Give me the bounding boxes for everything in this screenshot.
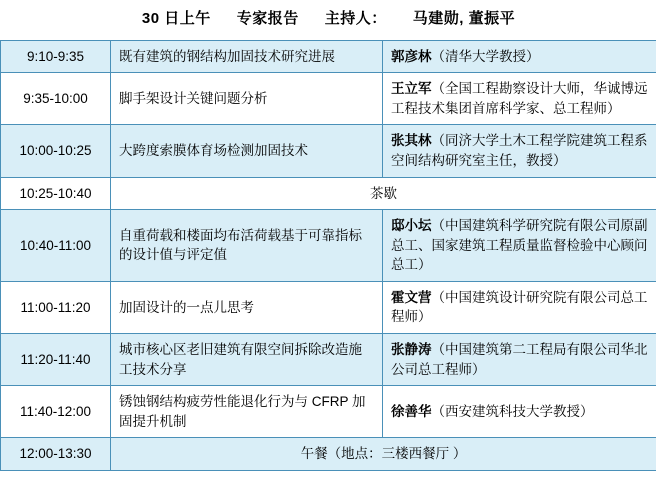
header-date-session: 30 日上午: [141, 10, 211, 27]
row-topic: 城市核心区老旧建筑有限空间拆除改造施工技术分享: [111, 333, 383, 385]
table-row: [1, 40, 656, 73]
speaker-name: 张其林: [391, 133, 432, 149]
speaker-desc: （西安建筑科技大学教授）: [431, 403, 594, 419]
speaker-desc: （中国建筑设计研究院有限公司总工程师）: [391, 289, 648, 325]
row-time: 11:40-12:00: [1, 386, 111, 438]
row-topic: 自重荷载和楼面均布活荷载基于可靠指标的设计值与评定值: [111, 210, 383, 282]
row-topic: 加固设计的一点儿思考: [111, 281, 383, 333]
row-speaker: [383, 333, 656, 385]
table-row: [1, 73, 656, 125]
row-full-text: 茶歇: [111, 177, 656, 210]
header-hosts: 马建勋, 董振平: [412, 10, 516, 27]
row-time: 9:10-9:35: [1, 40, 111, 73]
speaker-desc: （中国建筑第二工程局有限公司华北公司总工程师）: [391, 341, 648, 377]
agenda-header-cell: [1, 0, 656, 40]
row-speaker: [383, 73, 656, 125]
row-topic: 大跨度索膜体育场检测加固技术: [111, 125, 383, 177]
row-time: 12:00-13:30: [1, 438, 111, 471]
table-row: [1, 210, 656, 282]
speaker-desc: （全国工程勘察设计大师，华诚博远工程技术集团首席科学家、总工程师）: [391, 81, 648, 116]
row-time: 10:40-11:00: [1, 210, 111, 282]
speaker-name: 霍文营: [391, 289, 432, 305]
agenda-table-body: [1, 0, 656, 470]
header-session-type: 专家报告: [236, 10, 299, 27]
table-row: [1, 281, 656, 333]
row-time: 9:35-10:00: [1, 73, 111, 125]
table-row: [1, 125, 656, 177]
row-speaker: [383, 386, 656, 438]
speaker-name: 张静涛: [391, 341, 432, 357]
row-topic: 脚手架设计关键问题分析: [111, 73, 383, 125]
speaker-desc: （清华大学教授）: [431, 48, 540, 64]
row-speaker: [383, 40, 656, 73]
speaker-desc: （中国建筑科学研究院有限公司原副总工、国家建筑工程质量监督检验中心顾问总工）: [391, 218, 648, 273]
row-speaker: [383, 125, 656, 177]
agenda-header-row: [1, 0, 656, 40]
row-time: 10:00-10:25: [1, 125, 111, 177]
speaker-name: 邸小坛: [391, 218, 432, 234]
header-host-label: 主持人：: [324, 10, 387, 27]
speaker-name: 徐善华: [391, 403, 432, 419]
speaker-desc: （同济大学土木工程学院建筑工程系空间结构研究室主任，教授）: [391, 133, 648, 168]
row-time: 11:20-11:40: [1, 333, 111, 385]
row-topic: 既有建筑的钢结构加固技术研究进展: [111, 40, 383, 73]
row-time: 10:25-10:40: [1, 177, 111, 210]
row-speaker: [383, 281, 656, 333]
row-full-text: 午餐（地点：三楼西餐厅 ）: [111, 438, 656, 471]
row-topic: 锈蚀钢结构疲劳性能退化行为与 CFRP 加固提升机制: [111, 386, 383, 438]
table-row-lunch: [1, 438, 656, 471]
speaker-name: 郭彦林: [391, 48, 432, 64]
table-row-break: [1, 177, 656, 210]
row-speaker: [383, 210, 656, 282]
table-row: [1, 333, 656, 385]
table-row: [1, 386, 656, 438]
speaker-name: 王立军: [391, 81, 432, 97]
row-time: 11:00-11:20: [1, 281, 111, 333]
